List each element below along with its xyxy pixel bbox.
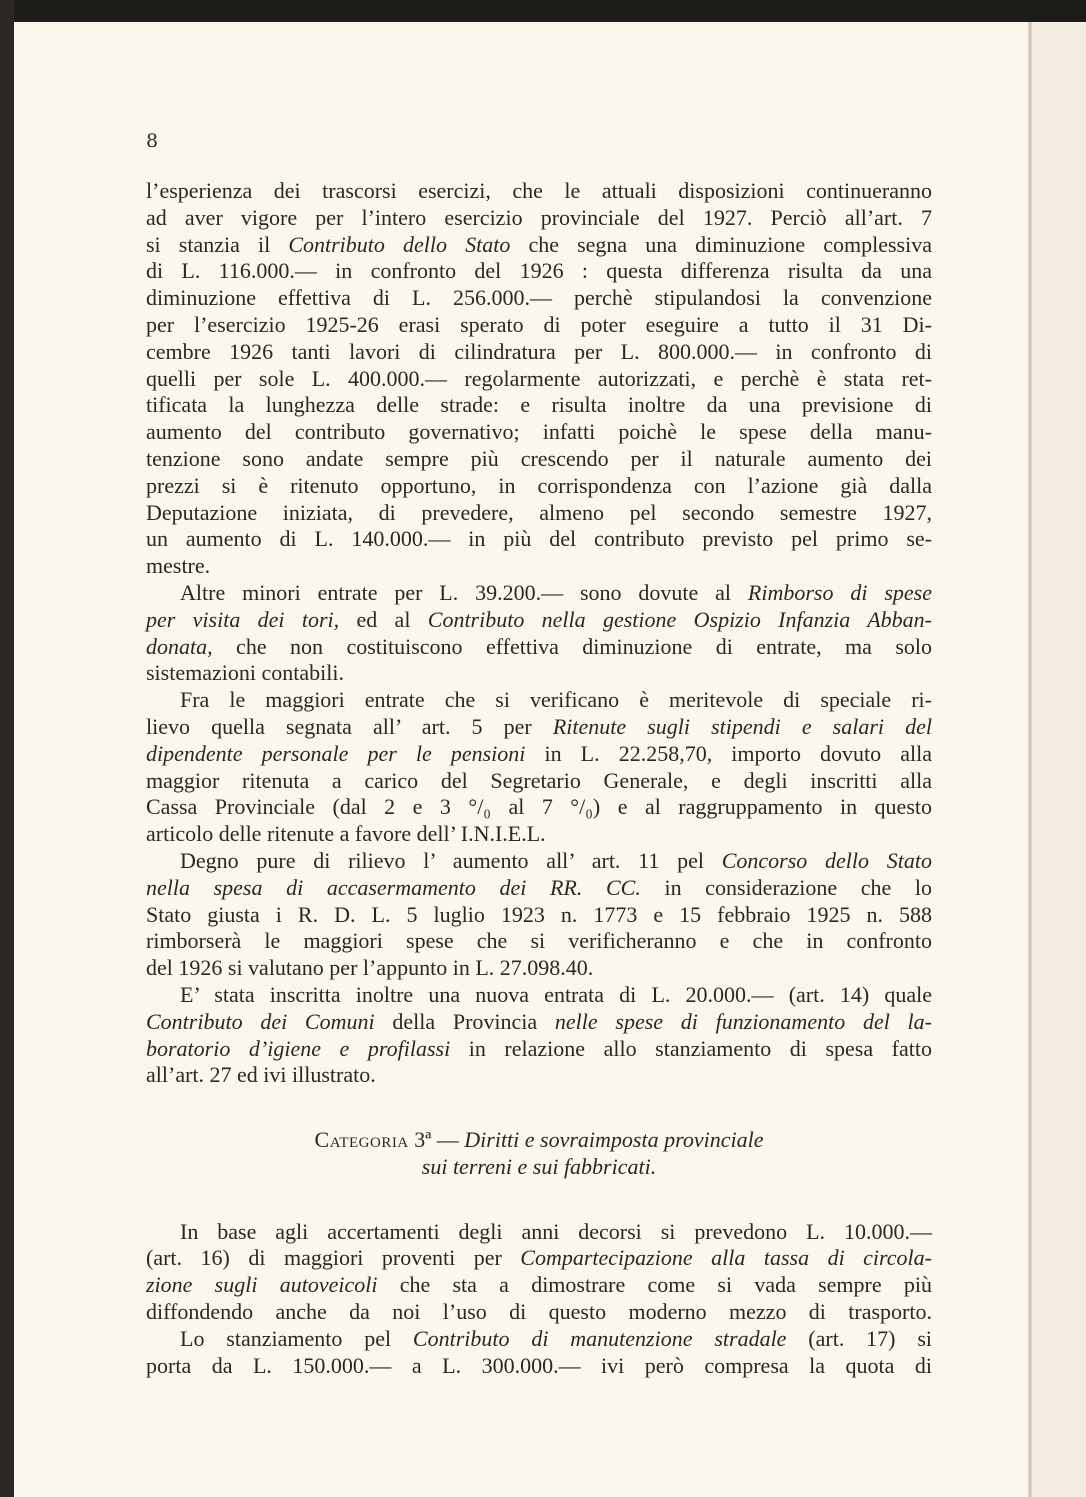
text-line: cembre 1926 tanti lavori di cilindratura per L. 800.000.— in confronto di (146, 338, 932, 364)
text-line: si stanzia il Contributo dello Stato che segna una diminuzione complessiva (146, 231, 932, 257)
text-line: porta da L. 150.000.— a L. 300.000.— ivi però compresa la quota di (146, 1352, 932, 1378)
text-line: all’art. 27 ed ivi illustrato. (146, 1062, 376, 1088)
text-line: Stato giusta i R. D. L. 5 luglio 1923 n. 1773 e 15 febbraio 1925 n. 588 (146, 901, 932, 927)
text-line: ad aver vigore per l’intero esercizio provinciale del 1927. Perciò all’art. 7 (146, 204, 932, 230)
text-line: rimborserà le maggiori spese che si verificheranno e che in confronto (146, 928, 932, 954)
text-line: del 1926 si valutano per l’appunto in L. 27.098.40. (146, 955, 594, 981)
text-line: Cassa Provinciale (dal 2 e 3 °/₀ al 7 °/₀) e al raggruppamento in questo (146, 794, 932, 820)
text-line: donata, che non costituiscono effettiva diminuzione di entrate, ma solo (146, 633, 932, 659)
text-line: Deputazione iniziata, di prevedere, almeno pel secondo semestre 1927, (146, 499, 932, 525)
heading-title-line2: sui terreni e sui fabbricati. (421, 1153, 657, 1179)
text-line: Lo stanziamento pel Contributo di manutenzione stradale (art. 17) si (180, 1325, 933, 1351)
text-line: Contributo dei Comuni della Provincia nelle spese di funzionamento del la- (146, 1008, 932, 1034)
text-line: tificata la lunghezza delle strade: e risulta inoltre da una previsione di (146, 392, 932, 418)
text-line: dipendente personale per le pensioni in L. 22.258,70, importo dovuto alla (146, 740, 932, 766)
text-line: di L. 116.000.— in confronto del 1926 : questa differenza risulta da una (146, 258, 932, 284)
text-line: zione sugli autoveicoli che sta a dimostrare come si vada sempre più (146, 1272, 932, 1298)
section-heading-line2 (146, 1154, 932, 1181)
text-line: prezzi si è ritenuto opportuno, in corrispondenza con l’azione già dalla (146, 472, 932, 498)
text-line: aumento del contributo governativo; infatti poichè le spese della manu- (146, 419, 932, 445)
text-line: maggior ritenuta a carico del Segretario Generale, e degli inscritti alla (146, 767, 932, 793)
text-line: Altre minori entrate per L. 39.200.— sono dovute al Rimborso di spese (180, 579, 932, 605)
text-line: (art. 16) di maggiori proventi per Compartecipazione alla tassa di circola- (146, 1245, 932, 1271)
heading-number: 3ª (414, 1127, 432, 1153)
text-line: nella spesa di accasermamento dei RR. CC. in considerazione che lo (146, 874, 932, 900)
body-text (146, 178, 932, 1379)
text-line: diffondendo anche da noi l’uso di questo moderno mezzo di trasporto. (146, 1299, 932, 1325)
text-line: In base agli accertamenti degli anni decorsi si prevedono L. 10.000.— (180, 1218, 932, 1244)
text-line: mestre. (146, 553, 211, 579)
text-line: articolo delle ritenute a favore dell’ I.N.I.E.L. (146, 821, 546, 847)
scan-top-border (0, 0, 1086, 22)
text-line: boratorio d’igiene e profilassi in relazione allo stanziamento di spesa fatto (146, 1035, 932, 1061)
section-heading (146, 1127, 932, 1154)
text-line: sistemazioni contabili. (146, 660, 344, 686)
text-line: lievo quella segnata all’ art. 5 per Ritenute sugli stipendi e salari del (146, 713, 932, 739)
text-line: E’ stata inscritta inoltre una nuova entrata di L. 20.000.— (art. 14) quale (180, 981, 932, 1007)
scan-left-border (0, 0, 14, 1497)
text-line: per l’esercizio 1925-26 erasi sperato di poter eseguire a tutto il 31 Di- (146, 311, 932, 337)
heading-title-line1: Diritti e sovraimposta provinciale (464, 1127, 764, 1153)
text-line: Fra le maggiori entrate che si verificano è meritevole di speciale ri- (180, 687, 932, 713)
text-line: Degno pure di rilievo l’ aumento all’ art. 11 pel Concorso dello Stato (180, 847, 932, 873)
paragraph-block-1 (146, 178, 932, 1089)
adjacent-page-edge (1032, 22, 1086, 1497)
page-number: 8 (146, 130, 159, 152)
heading-dash: — (436, 1127, 459, 1153)
text-line: quelli per sole L. 400.000.— regolarmente autorizzati, e perchè è stata ret- (146, 365, 932, 391)
paragraph-block-2 (146, 1219, 932, 1380)
heading-category: Categoria (314, 1127, 409, 1153)
text-line: per visita dei tori, ed al Contributo nella gestione Ospizio Infanzia Abban- (146, 606, 932, 632)
text-line: tenzione sono andate sempre più crescendo per il naturale aumento dei (146, 445, 932, 471)
text-line: un aumento di L. 140.000.— in più del contributo previsto pel primo se- (146, 526, 932, 552)
text-line: l’esperienza dei trascorsi esercizi, che le attuali disposizioni continueranno (146, 178, 932, 203)
text-line: diminuzione effettiva di L. 256.000.— perchè stipulandosi la convenzione (146, 285, 932, 311)
